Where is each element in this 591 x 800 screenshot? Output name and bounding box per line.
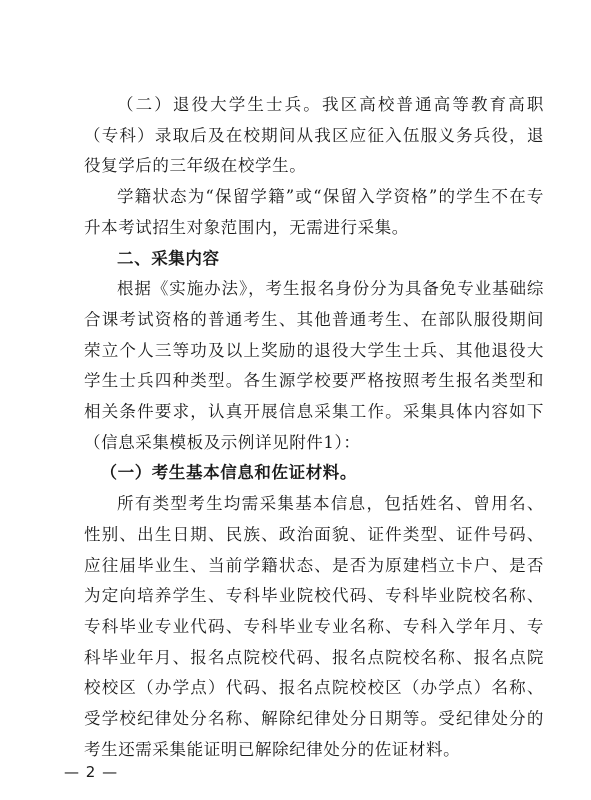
subsection-heading: （一）考生基本信息和佐证材料。 (100, 463, 357, 483)
paragraph-excluded-status: 学籍状态为“保留学籍”或“保留入学资格”的学生不在专升本考试招生对象范围内，无需进行采集。 (84, 187, 544, 237)
paragraph-basic-info: 所有类型考生均需采集基本信息，包括姓名、曾用名、性别、出生日期、民族、政治面貌、证件类型、证件号码、应往届毕业生、当前学籍状态、是否为原建档立卡户、是否为定向培养学生、专科毕业院校代码、专科毕业院校名称、专科毕业专业代码、专科毕业专业名称、专科入学年月、专科毕业年月、报名点院校代码、报名点院校名称、报名点院校校区（办学点）代码、报名点院校校区（办学点）名称、受学校纪律处分名称、解除纪律处分日期等。受纪律处分的考生还需采集能证明已解除纪律处分的佐证材料。 (84, 494, 544, 759)
section-heading: 二、采集内容 (117, 248, 220, 268)
paragraph-collection-content: 根据《实施办法》，考生报名身份分为具备免专业基础综合课考试资格的普通考生、其他普通考生、在部队服役期间荣立个人三等功及以上奖励的退役大学生士兵、其他退役大学生士兵四种类型。各生源学校要严格按照考生报名类型和相关条件要求，认真开展信息采集工作。采集具体内容如下（信息采集模板及示例详见附件1）： (84, 279, 544, 452)
page-number: — 2 — (64, 763, 119, 781)
document-body (84, 90, 544, 765)
paragraph-retired-student-soldiers: （二）退役大学生士兵。我区高校普通高等教育高职（专科）录取后及在校期间从我区应征入伍服义务兵役，退役复学后的三年级在校学生。 (84, 95, 544, 176)
